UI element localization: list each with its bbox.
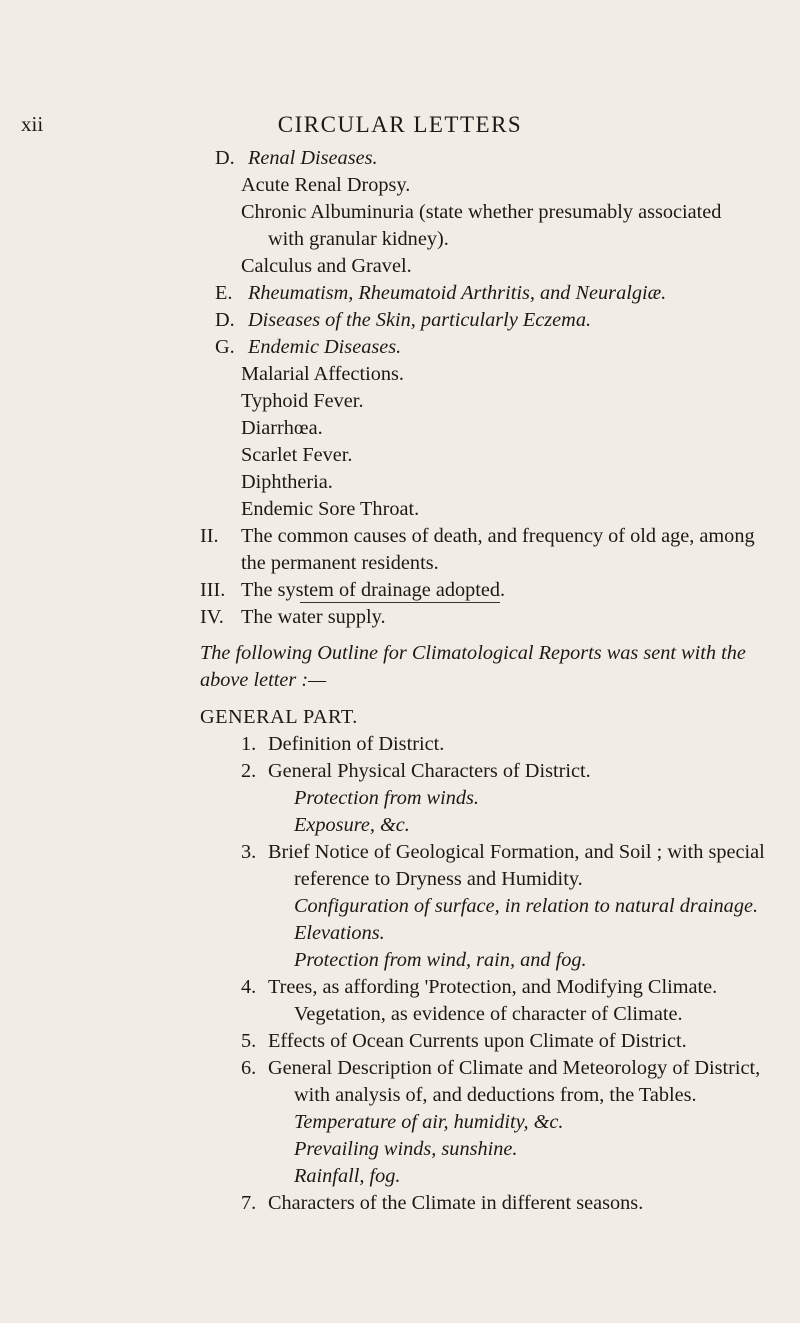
item-text: Trees, as affording 'Protection, and Modifying Climate. (268, 976, 718, 998)
item-label: G. (215, 336, 235, 358)
list-item: Diphtheria. (241, 471, 333, 493)
item-text: General Description of Climate and Meteorology of District, (268, 1057, 761, 1079)
page-number: xii (21, 112, 44, 136)
list-item: Scarlet Fever. (241, 444, 353, 466)
numbered-item-2 (241, 758, 591, 784)
list-item: Diarrhœa. (241, 417, 323, 439)
item-text: The water supply. (241, 606, 386, 628)
intro-paragraph-continuation: above letter :— (200, 669, 327, 691)
list-item: Calculus and Gravel. (241, 255, 412, 277)
sub-item: Protection from wind, rain, and fog. (294, 949, 587, 971)
item-label: 1. (241, 733, 257, 755)
numbered-item-iii (200, 577, 505, 603)
sub-item: Elevations. (294, 922, 385, 944)
item-label: 2. (241, 760, 257, 782)
item-text: Brief Notice of Geological Formation, and Soil ; with special (268, 841, 765, 863)
page-header (0, 108, 800, 142)
item-label: 6. (241, 1057, 257, 1079)
item-label: 4. (241, 976, 257, 998)
item-text: Diseases of the Skin, particularly Eczema. (248, 309, 592, 331)
numbered-item-5 (241, 1028, 687, 1054)
section-heading-d2 (215, 307, 591, 333)
list-item: Typhoid Fever. (241, 390, 364, 412)
item-label: 5. (241, 1030, 257, 1052)
list-item-continuation: with analysis of, and deductions from, the Tables. (294, 1084, 697, 1106)
numbered-item-7 (241, 1190, 643, 1216)
list-item-continuation: Vegetation, as evidence of character of Climate. (294, 1003, 683, 1025)
item-text: Definition of District. (268, 733, 445, 755)
list-item-continuation: the permanent residents. (241, 552, 439, 574)
running-head: CIRCULAR LETTERS (277, 112, 523, 137)
section-heading-d (215, 145, 378, 171)
intro-paragraph: The following Outline for Climatological Reports was sent with the (200, 642, 746, 664)
section-heading-e (215, 280, 666, 306)
list-item: Chronic Albuminuria (state whether presumably associated (241, 201, 722, 223)
section-divider (300, 602, 500, 603)
numbered-item-ii (200, 523, 755, 549)
sub-item: Temperature of air, humidity, &c. (294, 1111, 564, 1133)
item-label: 7. (241, 1192, 257, 1214)
sub-item: Protection from winds. (294, 787, 479, 809)
item-text: Effects of Ocean Currents upon Climate of District. (268, 1030, 687, 1052)
sub-item: Configuration of surface, in relation to natural drainage. (294, 895, 759, 917)
item-label: III. (200, 579, 226, 601)
list-item: Acute Renal Dropsy. (241, 174, 411, 196)
sub-item: Rainfall, fog. (294, 1165, 401, 1187)
sub-item: Exposure, &c. (294, 814, 410, 836)
item-text: Characters of the Climate in different seasons. (268, 1192, 644, 1214)
part-heading: GENERAL PART. (200, 706, 358, 728)
numbered-item-1 (241, 731, 444, 757)
item-label: D. (215, 309, 235, 331)
item-text: The system of drainage adopted. (241, 579, 506, 601)
item-label: II. (200, 525, 219, 547)
item-label: IV. (200, 606, 224, 628)
list-item: Malarial Affections. (241, 363, 404, 385)
item-text: Rheumatism, Rheumatoid Arthritis, and Neuralgiæ. (248, 282, 667, 304)
numbered-item-3 (241, 839, 765, 865)
numbered-item-6 (241, 1055, 760, 1081)
numbered-item-4 (241, 974, 717, 1000)
item-text: Endemic Diseases. (248, 336, 402, 358)
list-item: Endemic Sore Throat. (241, 498, 420, 520)
sub-item: Prevailing winds, sunshine. (294, 1138, 518, 1160)
item-text: Renal Diseases. (248, 147, 378, 169)
numbered-item-iv (200, 604, 386, 630)
list-item-continuation: reference to Dryness and Humidity. (294, 868, 583, 890)
item-label: D. (215, 147, 235, 169)
section-heading-g (215, 334, 401, 360)
item-text: General Physical Characters of District. (268, 760, 591, 782)
item-label: E. (215, 282, 233, 304)
item-label: 3. (241, 841, 257, 863)
item-text: The common causes of death, and frequency of old age, among (241, 525, 755, 547)
list-item-continuation: with granular kidney). (268, 228, 449, 250)
